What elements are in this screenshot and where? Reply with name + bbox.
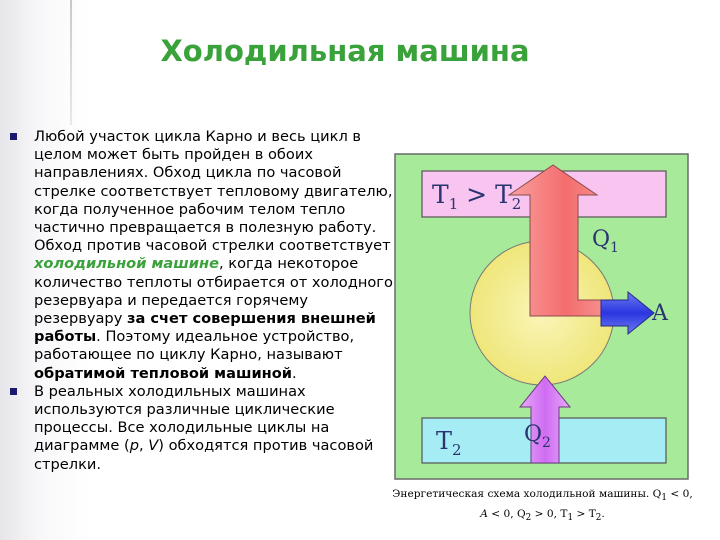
square-bullet-icon <box>10 388 17 395</box>
square-bullet-icon <box>10 133 17 140</box>
bullet-2-text-b: ) обходятся против часовой стрелки. <box>34 437 374 473</box>
caption-text-4: > 0, T <box>531 508 568 521</box>
caption-text-3: < 0, Q <box>487 508 526 521</box>
bullet-2-sep: , <box>139 437 149 455</box>
caption-text-2: < 0, <box>666 488 693 500</box>
hot-reservoir-label: $T_1 > T_2$ <box>432 180 522 213</box>
caption-text-1: Энергетическая схема холодильной машины. Q <box>392 488 662 500</box>
bullet-1-highlight: холодильной машине <box>34 255 219 273</box>
caption-end: . <box>601 508 605 521</box>
bullet-item-1 <box>10 128 400 383</box>
bullet-2-v: V <box>148 437 159 455</box>
work-label: A <box>652 301 668 326</box>
bullet-list <box>10 128 400 474</box>
caption-text-5: > T <box>573 508 596 521</box>
energy-diagram <box>394 153 689 480</box>
bullet-2-text-a: В реальных холодильных машинах используются различные циклические процессы. Все холодильные циклы на диаграмме ( <box>34 382 335 455</box>
bullet-1-text-d: . <box>292 364 297 382</box>
page-title: Холодильная машина <box>160 34 530 68</box>
bullet-1-bold-1: за счет совершения внешней работы <box>34 310 376 346</box>
caption-sub-q1: 1 <box>661 493 667 504</box>
diagram-caption <box>380 486 705 526</box>
bullet-1-bold-2: обратимой тепловой машиной <box>34 364 293 382</box>
caption-sub-q2: 2 <box>525 513 532 524</box>
bullet-1-text-a: Любой участок цикла Карно и весь цикл в целом может быть пройден в обоих направлениях. Обход цикла по часовой стрелке соответствует тепловому двигателю, когда полученное рабочим телом тепло частично превращается в полезную работу. Обход против часовой стрелки соответствует <box>34 128 393 255</box>
bullet-1-text-b: , когда некоторое количество теплоты отбирается от холодного резервуара и передается горячему резервуару <box>34 255 393 328</box>
q2-label: $Q_2$ <box>524 422 551 451</box>
caption-sub-t2: 2 <box>595 513 602 524</box>
bullet-2-p: p <box>129 437 139 455</box>
q1-label: $Q_1$ <box>592 227 619 256</box>
cold-reservoir-label: $T_2$ <box>436 427 462 459</box>
bullet-item-2 <box>10 383 400 474</box>
caption-sub-t1: 1 <box>567 513 574 524</box>
bullet-1-text-c: . Поэтому идеальное устройство, работающее по циклу Карно, называют <box>34 328 355 364</box>
caption-a: A <box>480 508 488 521</box>
